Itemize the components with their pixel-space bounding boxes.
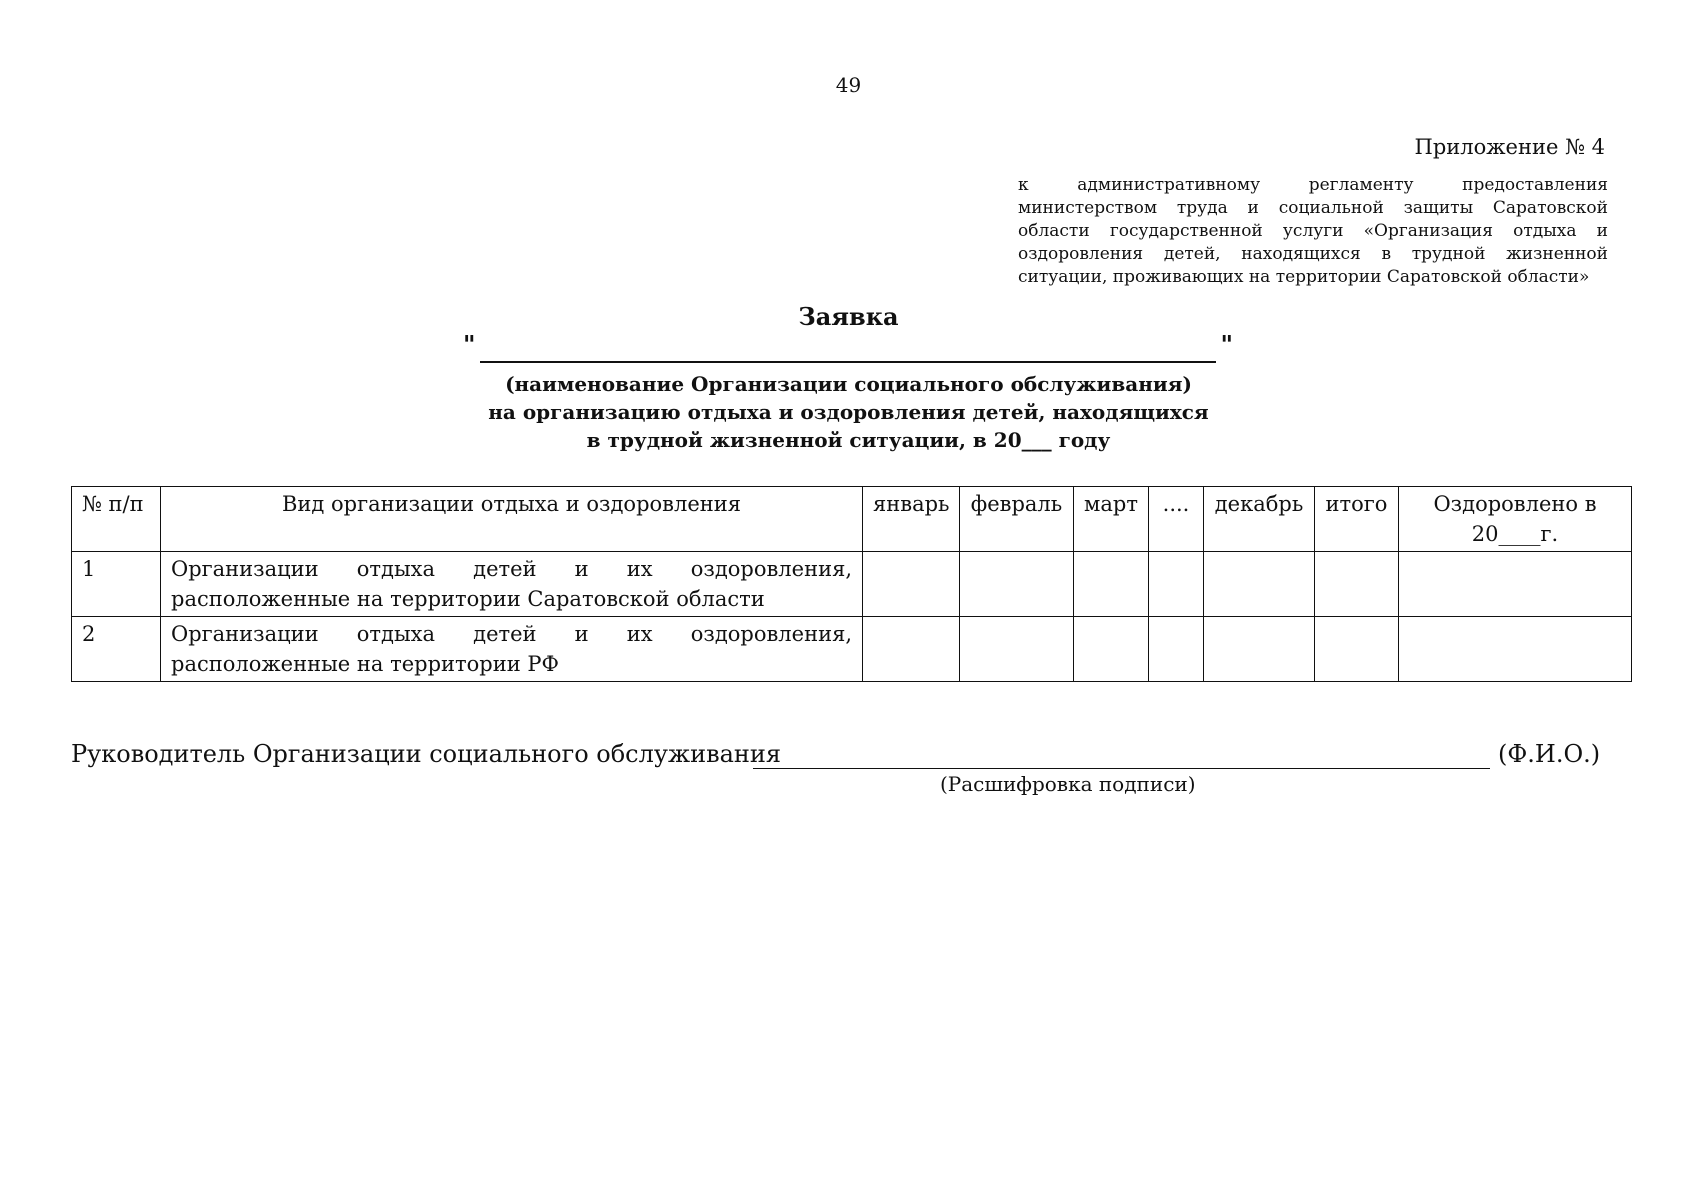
cell-ellipsis[interactable] [1149,552,1204,617]
signature-line[interactable] [753,768,1490,769]
cell-january[interactable] [863,552,960,617]
cell-march[interactable] [1074,552,1149,617]
header-march: март [1074,487,1149,552]
header-number: № п/п [72,487,161,552]
cell-december[interactable] [1204,617,1315,682]
cell-total[interactable] [1315,617,1399,682]
cell-february[interactable] [960,552,1074,617]
cell-january[interactable] [863,617,960,682]
organization-name-field [463,330,1233,364]
row-number: 1 [72,552,161,617]
header-ellipsis: .... [1149,487,1204,552]
signature-label: Руководитель Организации социального обслуживания [71,740,782,768]
appendix-title: Приложение № 4 [1414,135,1605,159]
cell-total[interactable] [1315,552,1399,617]
appendix-description: к административному регламенту предоставления министерством труда и социальной защиты Саратовской области государственной услуги «Организация отдыха и оздоровления детей, находящихся в трудной жизненной ситуации, проживающих на территории Саратовской области» [1018,175,1608,287]
signature-fio: (Ф.И.О.) [1498,740,1601,768]
signature-caption: (Расшифровка подписи) [940,772,1196,796]
document-title: Заявка [798,302,899,331]
application-table [71,486,1632,682]
cell-february[interactable] [960,617,1074,682]
header-type: Вид организации отдыха и оздоровления [161,487,863,552]
header-recovered: Оздоровлено в 20____г. [1399,487,1632,552]
table-row [72,617,1632,682]
header-december: декабрь [1204,487,1315,552]
row-type: Организации отдыха детей и их оздоровления, расположенные на территории РФ [161,617,863,682]
closing-quote: " [1220,330,1233,359]
caption-line: в трудной жизненной ситуации, в 20___ году [586,428,1111,452]
cell-ellipsis[interactable] [1149,617,1204,682]
caption-line: на организацию отдыха и оздоровления детей, находящихся [488,400,1209,424]
cell-recovered[interactable] [1399,617,1632,682]
organization-name-line [480,361,1216,363]
table-row [72,552,1632,617]
header-january: январь [863,487,960,552]
page-number: 49 [835,73,862,97]
document-caption [0,370,1697,454]
cell-recovered[interactable] [1399,552,1632,617]
opening-quote: " [463,330,476,359]
header-total: итого [1315,487,1399,552]
cell-march[interactable] [1074,617,1149,682]
row-type: Организации отдыха детей и их оздоровления, расположенные на территории Саратовской области [161,552,863,617]
caption-line: (наименование Организации социального обслуживания) [505,372,1192,396]
table-header-row [72,487,1632,552]
header-february: февраль [960,487,1074,552]
row-number: 2 [72,617,161,682]
cell-december[interactable] [1204,552,1315,617]
signature-row [71,740,1601,774]
